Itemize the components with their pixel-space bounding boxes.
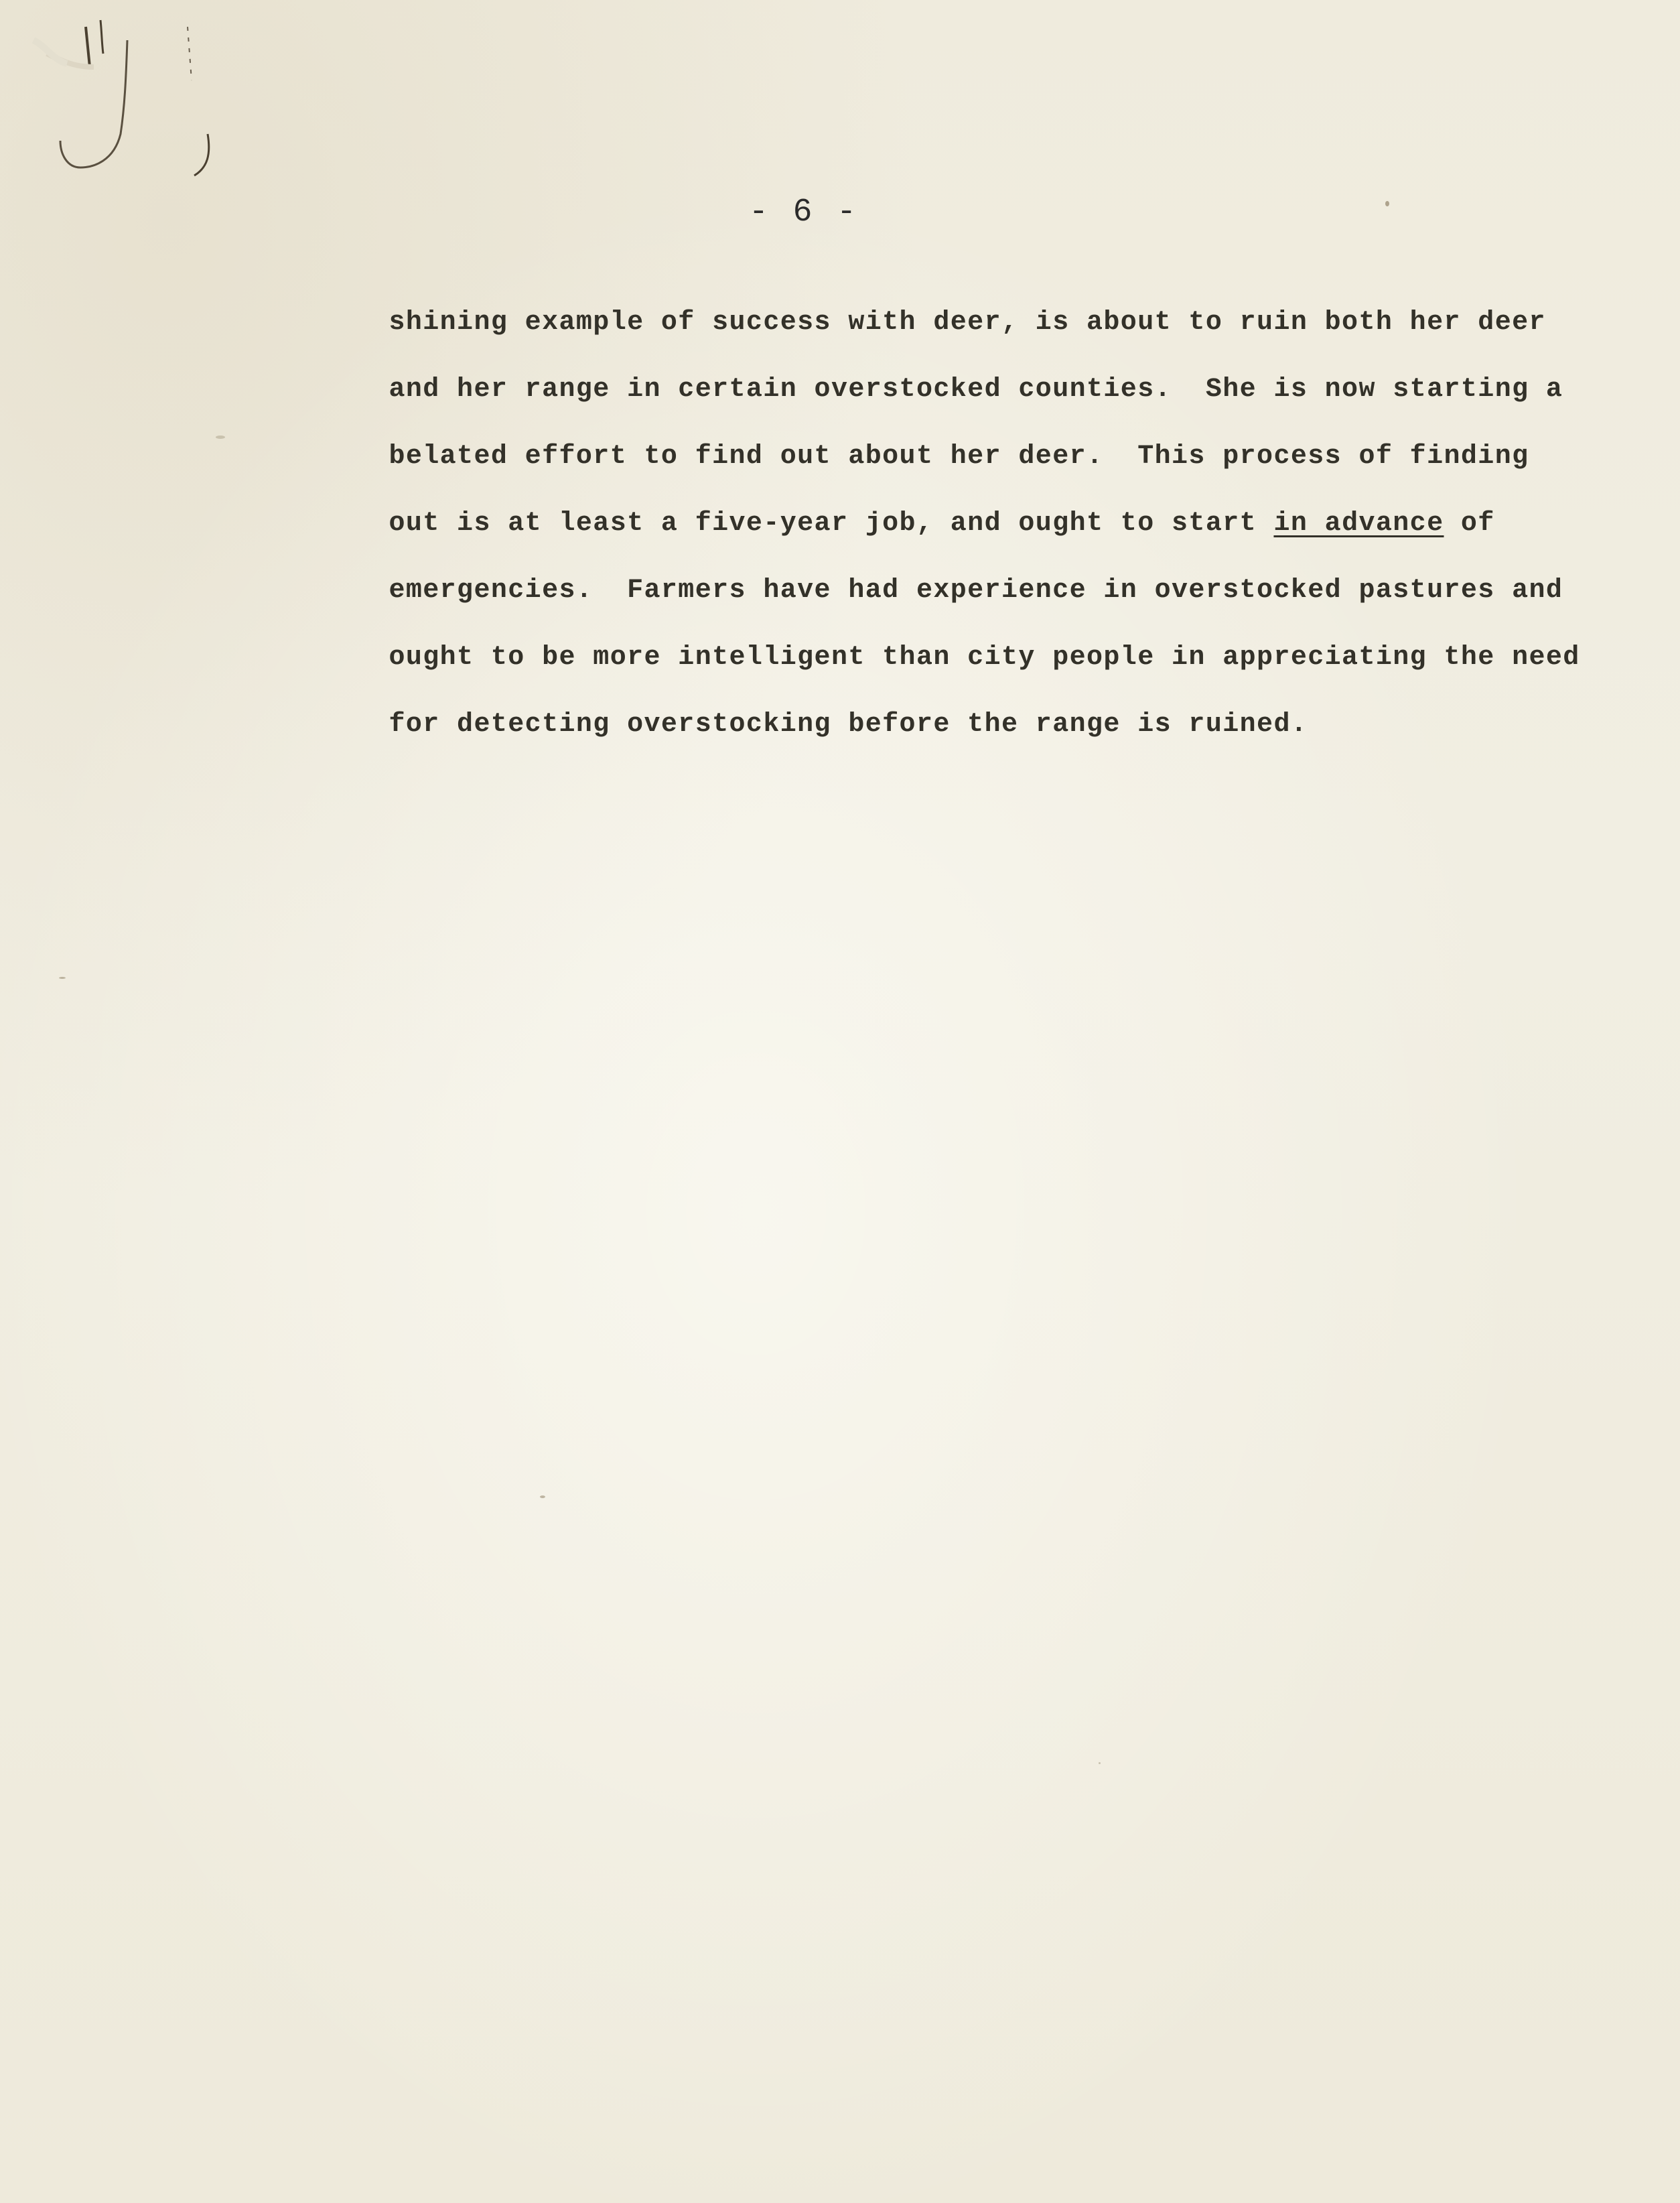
text-line-segment: ought to be more intelligent than city people in appreciating the need bbox=[389, 643, 1580, 673]
page-number: - 6 - bbox=[748, 194, 859, 230]
staple-marks bbox=[27, 0, 228, 201]
paper-speck bbox=[1099, 1762, 1101, 1764]
paper-speck bbox=[540, 1495, 545, 1498]
body-text bbox=[287, 263, 1580, 740]
text-line-segment: of bbox=[1444, 509, 1495, 539]
text-line-segment: out is at least a five-year job, and ought to start bbox=[389, 509, 1274, 539]
paper-speck bbox=[59, 977, 66, 979]
text-line-segment: shining example of success with deer, is about to ruin both her deer bbox=[389, 308, 1546, 338]
text-line-segment: emergencies. Farmers have had experience in overstocked pastures and bbox=[389, 576, 1563, 606]
paper-speck bbox=[216, 436, 225, 439]
text-line-segment: for detecting overstocking before the range is ruined. bbox=[389, 710, 1308, 740]
text-line-segment: and her range in certain overstocked counties. She is now starting a bbox=[389, 375, 1563, 405]
underlined-phrase: in advance bbox=[1273, 509, 1444, 539]
text-line-segment: belated effort to find out about her deer. This process of finding bbox=[389, 442, 1529, 472]
text-line bbox=[287, 263, 1546, 338]
paper-speck bbox=[1385, 201, 1389, 206]
